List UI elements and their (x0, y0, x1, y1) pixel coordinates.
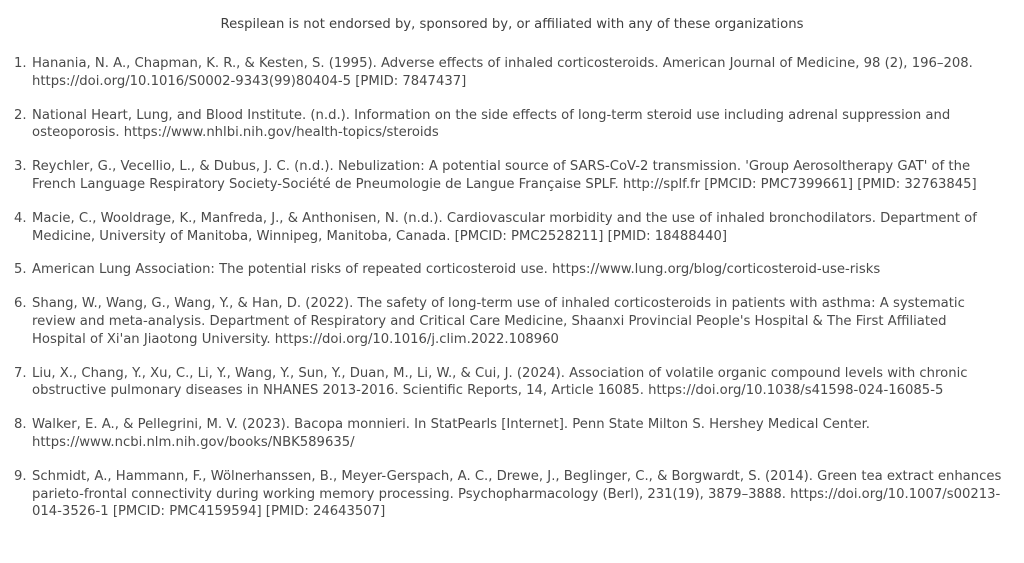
reference-item (14, 107, 1004, 143)
reference-item (14, 55, 1004, 91)
reference-item (14, 158, 1004, 194)
reference-item (14, 468, 1004, 521)
reference-item (14, 295, 1004, 348)
reference-text: Shang, W., Wang, G., Wang, Y., & Han, D. (2022). The safety of long-term use of inhaled corticosteroids in patients with asthma: A systematic review and meta-analysis. Department of Respiratory and Critical Care Medicine, Shaanxi Provincial People's Hospital & The First Affiliated Hospital of Xi'an Jiaotong University. https://doi.org/10.1016/j.clim.2022.108960 (32, 296, 965, 347)
reference-text: Walker, E. A., & Pellegrini, M. V. (2023). Bacopa monnieri. In StatPearls [Internet]. Penn State Milton S. Hershey Medical Center. https://www.ncbi.nlm.nih.gov/books/NBK589635/ (32, 417, 870, 450)
reference-number: 7. (14, 365, 27, 381)
reference-text: Schmidt, A., Hammann, F., Wölnerhanssen, B., Meyer-Gerspach, A. C., Drewe, J., Beglinger, C., & Borgwardt, S. (2014). Green tea extract enhances parieto-frontal connectivity during working memory processing. Psychopharmacology (Berl), 231(19), 3879–3888. https://doi.org/10.1007/s00213-014-3526-1 [PMCID: PMC4159594] [PMID: 24643507] (32, 468, 1002, 520)
reference-item (14, 261, 1004, 279)
reference-number: 2. (14, 107, 27, 123)
reference-number: 5. (14, 262, 27, 278)
reference-number: 1. (14, 56, 27, 71)
reference-number: 9. (14, 468, 27, 484)
reference-text: Liu, X., Chang, Y., Xu, C., Li, Y., Wang, Y., Sun, Y., Duan, M., Li, W., & Cui, J. (2024). Association of volatile organic compound levels with chronic obstructive pulmonary diseases in NHANES 2013-2016. Scientific Reports, 14, Article 16085. https://doi.org/10.1038/s41598-024-16085-5 (32, 365, 968, 399)
reference-text: Hanania, N. A., Chapman, K. R., & Kesten, S. (1995). Adverse effects of inhaled corticosteroids. American Journal of Medicine, 98 (2), 196–208. https://doi.org/10.1016/S0002-9343(99)80404-5 [PMID: 7847437] (32, 56, 973, 89)
reference-text: Macie, C., Wooldrage, K., Manfreda, J., & Anthonisen, N. (n.d.). Cardiovascular morbidity and the use of inhaled bronchodilators. Department of Medicine, University of Manitoba, Winnipeg, Manitoba, Canada. [PMCID: PMC2528211] [PMID: 18488440] (32, 210, 977, 244)
reference-number: 4. (14, 210, 27, 226)
reference-number: 6. (14, 296, 27, 312)
reference-text: Reychler, G., Vecellio, L., & Dubus, J. C. (n.d.). Nebulization: A potential source of SARS-CoV-2 transmission. 'Group Aerosoltherapy GAT' of the French Language Respiratory Society-Société de Pneumologie de Langue Française SPLF. http://splf.fr [PMCID: PMC7399661] [PMID: 32763845] (32, 159, 977, 192)
reference-text: National Heart, Lung, and Blood Institute. (n.d.). Information on the side effects of long-term steroid use including adrenal suppression and osteoporosis. https://www.nhlbi.nih.gov/health-topics/steroids (32, 107, 951, 141)
reference-number: 8. (14, 417, 27, 433)
reference-text: American Lung Association: The potential risks of repeated corticosteroid use. https://www.lung.org/blog/corticosteroid-use-risks (32, 262, 881, 278)
disclaimer-text: Respilean is not endorsed by, sponsored by, or affiliated with any of these organizations (220, 17, 804, 32)
reference-item (14, 210, 1004, 246)
reference-number: 3. (14, 159, 27, 175)
reference-item (14, 416, 1004, 452)
reference-item (14, 365, 1004, 401)
reference-list (14, 55, 1004, 537)
